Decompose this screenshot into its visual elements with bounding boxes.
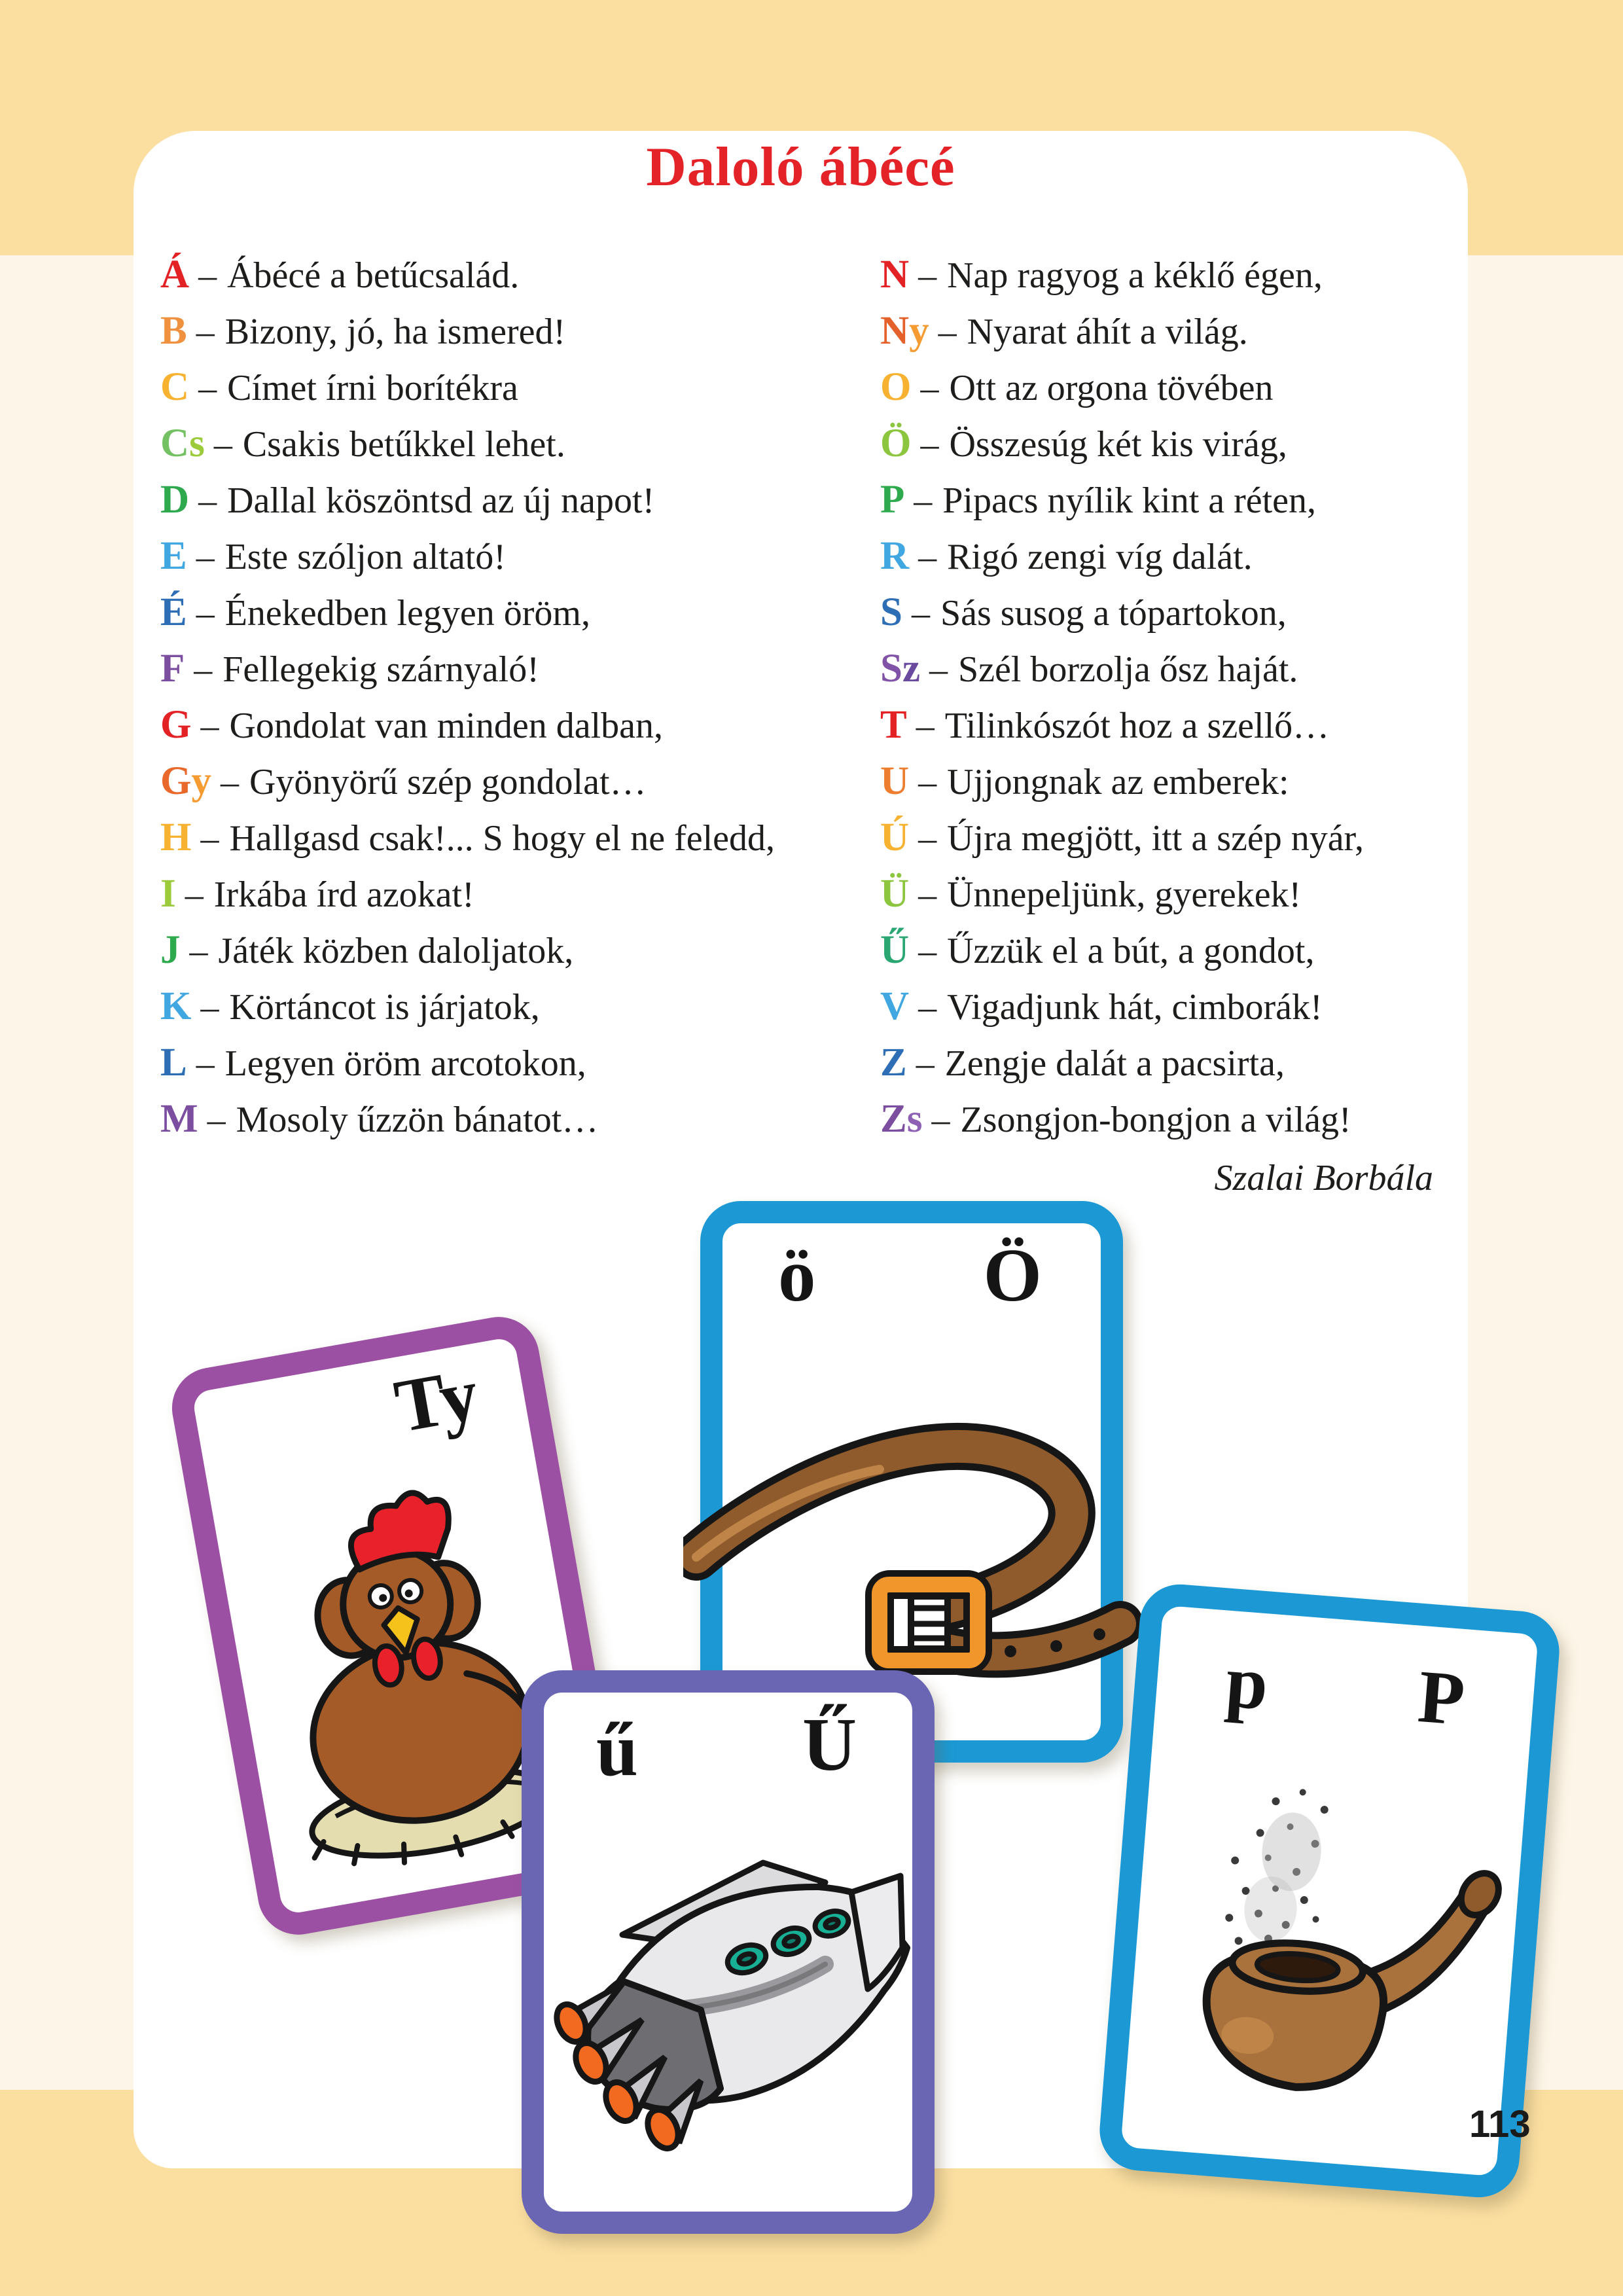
line-dash: – (918, 931, 937, 971)
line-text: Vigadjunk hát, cimborák! (947, 987, 1323, 1028)
poem-line (880, 1091, 1351, 1147)
poem-line (160, 810, 775, 866)
line-text: Csakis betűkkel lehet. (242, 424, 565, 465)
line-dash: – (938, 312, 957, 352)
card-u-label-upper: Ű (802, 1703, 857, 1786)
line-text: Nap ragyog a kéklő égen, (947, 255, 1323, 296)
line-initial-letter: O (880, 365, 912, 409)
line-initial-letter: G (160, 703, 192, 747)
line-text: Bizony, jó, ha ismered! (224, 312, 566, 352)
line-dash: – (914, 480, 933, 521)
poem-line (880, 1035, 1285, 1091)
poem-line (160, 866, 474, 922)
line-text: Legyen öröm arcotokon, (224, 1043, 586, 1084)
line-initial-letter: Ú (880, 816, 910, 859)
line-initial-letter: H (160, 816, 192, 859)
poem-line (160, 247, 519, 303)
poem-line (880, 472, 1316, 528)
poem-line (880, 697, 1329, 753)
line-text: Mosoly űzzön bánatot… (236, 1100, 599, 1140)
line-initial-letter: P (880, 478, 905, 522)
line-initial-letter: J (160, 928, 181, 972)
poem-author: Szalai Borbála (1214, 1158, 1433, 1198)
line-dash: – (916, 1043, 935, 1084)
line-initial-letter2: s (189, 422, 205, 465)
line-text: Pipacs nyílik kint a réten, (942, 480, 1317, 521)
page-title: Daloló ábécé (646, 136, 955, 198)
line-dash: – (196, 1043, 215, 1084)
letter-card-u (522, 1670, 935, 2234)
line-initial-letter: Z (880, 1041, 907, 1085)
line-initial-letter2: s (906, 1097, 923, 1141)
line-dash: – (200, 987, 219, 1028)
line-dash: – (213, 424, 232, 465)
line-dash: – (194, 649, 213, 690)
line-text: Gondolat van minden dalban, (229, 706, 663, 746)
page-number: 113 (1469, 2103, 1531, 2145)
line-initial-letter: Ö (880, 422, 912, 465)
line-text: Űzzük el a bút, a gondot, (947, 931, 1315, 971)
poem-line (160, 303, 565, 359)
line-text: Zsongjon-bongjon a világ! (960, 1100, 1351, 1140)
card-o-label-lower: ö (778, 1234, 816, 1317)
line-initial-letter2: y (191, 759, 211, 803)
poem-line (160, 528, 506, 584)
line-text: Zengje dalát a pacsirta, (944, 1043, 1285, 1084)
line-initial-letter: E (160, 534, 187, 578)
line-initial-letter: Ű (880, 928, 910, 972)
line-text: Fellegekig szárnyaló! (223, 649, 539, 690)
line-dash: – (200, 706, 219, 746)
line-dash: – (929, 649, 948, 690)
line-initial-letter2: y (909, 309, 929, 353)
line-text: Tilinkószót hoz a szellő… (944, 706, 1330, 746)
line-initial-letter: B (160, 309, 187, 353)
line-dash: – (911, 593, 930, 634)
line-initial-letter: K (160, 984, 192, 1028)
card-ty-label: Ty (389, 1352, 485, 1448)
poem-line (160, 753, 647, 810)
poem-line (880, 359, 1273, 416)
line-initial-letter: V (880, 984, 910, 1028)
line-dash: – (918, 762, 937, 802)
line-initial-letter: F (160, 647, 185, 691)
line-text: Este szóljon altató! (224, 537, 506, 577)
poem-line (160, 978, 540, 1035)
line-dash: – (198, 480, 217, 521)
line-dash: – (185, 874, 204, 915)
line-initial-letter: G (160, 759, 192, 803)
line-dash: – (200, 818, 219, 859)
poem-line (160, 641, 539, 697)
line-text: Énekedben legyen öröm, (224, 593, 590, 634)
poem-line (160, 416, 565, 472)
line-dash: – (189, 931, 208, 971)
poem-line (160, 359, 518, 416)
poem-line (880, 641, 1298, 697)
line-text: Hallgasd csak!... S hogy el ne feledd, (229, 818, 775, 859)
poem-line (880, 303, 1248, 359)
line-text: Gyönyörű szép gondolat… (249, 762, 647, 802)
poem-line (160, 1035, 586, 1091)
line-dash: – (207, 1100, 226, 1140)
poem-line (160, 584, 590, 641)
card-u-label-lower: ű (596, 1708, 638, 1791)
line-text: Ünnepeljünk, gyerekek! (947, 874, 1302, 915)
line-dash: – (196, 593, 215, 634)
line-dash: – (918, 874, 937, 915)
poem-line (880, 584, 1287, 641)
line-dash: – (931, 1100, 950, 1140)
line-initial-letter: Ü (880, 872, 910, 916)
line-dash: – (196, 312, 215, 352)
line-text: Szél borzolja ősz haját. (958, 649, 1298, 690)
line-dash: – (918, 818, 937, 859)
belt-illustration (683, 1341, 1141, 1708)
line-text: Dallal köszöntsd az új napot! (227, 480, 655, 521)
line-dash: – (198, 368, 217, 408)
poem-line (880, 247, 1323, 303)
line-initial-letter: I (160, 872, 176, 916)
line-initial-letter: T (880, 703, 907, 747)
line-dash: – (920, 424, 939, 465)
line-dash: – (918, 987, 937, 1028)
line-initial-letter: C (160, 365, 190, 409)
line-text: Irkába írd azokat! (213, 874, 474, 915)
line-initial-letter: N (880, 253, 910, 296)
poem-line (160, 697, 663, 753)
line-initial-letter: N (880, 309, 910, 353)
rocket-illustration (544, 1814, 910, 2167)
line-initial-letter: S (880, 647, 902, 691)
poem-line (880, 753, 1289, 810)
line-text: Nyarat áhít a világ. (967, 312, 1248, 352)
line-text: Újra megjött, itt a szép nyár, (947, 818, 1364, 859)
line-dash: – (196, 537, 215, 577)
line-dash: – (918, 255, 937, 296)
line-initial-letter: Á (160, 253, 190, 296)
poem-line (880, 810, 1364, 866)
line-initial-letter: S (880, 590, 902, 634)
pipe-illustration (1135, 1704, 1514, 2149)
card-o-label-upper: Ö (983, 1234, 1042, 1317)
line-dash: – (916, 706, 935, 746)
line-text: Sás susog a tópartokon, (940, 593, 1287, 634)
line-text: Ábécé a betűcsalád. (227, 255, 520, 296)
line-text: Összesúg két kis virág, (949, 424, 1287, 465)
line-text: Címet írni borítékra (227, 368, 518, 408)
line-text: Játék közben daloljatok, (218, 931, 574, 971)
line-text: Ujjongnak az emberek: (947, 762, 1289, 802)
line-dash: – (920, 368, 939, 408)
line-initial-letter: É (160, 590, 187, 634)
poem-line (880, 528, 1253, 584)
line-initial-letter: U (880, 759, 910, 803)
poem-line (160, 922, 573, 978)
line-initial-letter: L (160, 1041, 187, 1085)
line-initial-letter: Z (880, 1097, 907, 1141)
poem-line (880, 866, 1301, 922)
card-p-label-upper: P (1415, 1654, 1468, 1742)
card-p-label-lower: p (1222, 1639, 1272, 1726)
line-dash: – (220, 762, 239, 802)
line-dash: – (918, 537, 937, 577)
line-initial-letter: D (160, 478, 190, 522)
line-text: Ott az orgona tövében (949, 368, 1274, 408)
line-initial-letter: M (160, 1097, 198, 1141)
poem-line (160, 472, 654, 528)
line-text: Körtáncot is járjatok, (229, 987, 540, 1028)
line-initial-letter: R (880, 534, 910, 578)
line-dash: – (198, 255, 217, 296)
poem-line (880, 922, 1314, 978)
poem-line (160, 1091, 598, 1147)
poem-line (880, 978, 1323, 1035)
line-text: Rigó zengi víg dalát. (947, 537, 1253, 577)
line-initial-letter: C (160, 422, 190, 465)
poem-line (880, 416, 1287, 472)
line-initial-letter2: z (902, 647, 921, 691)
